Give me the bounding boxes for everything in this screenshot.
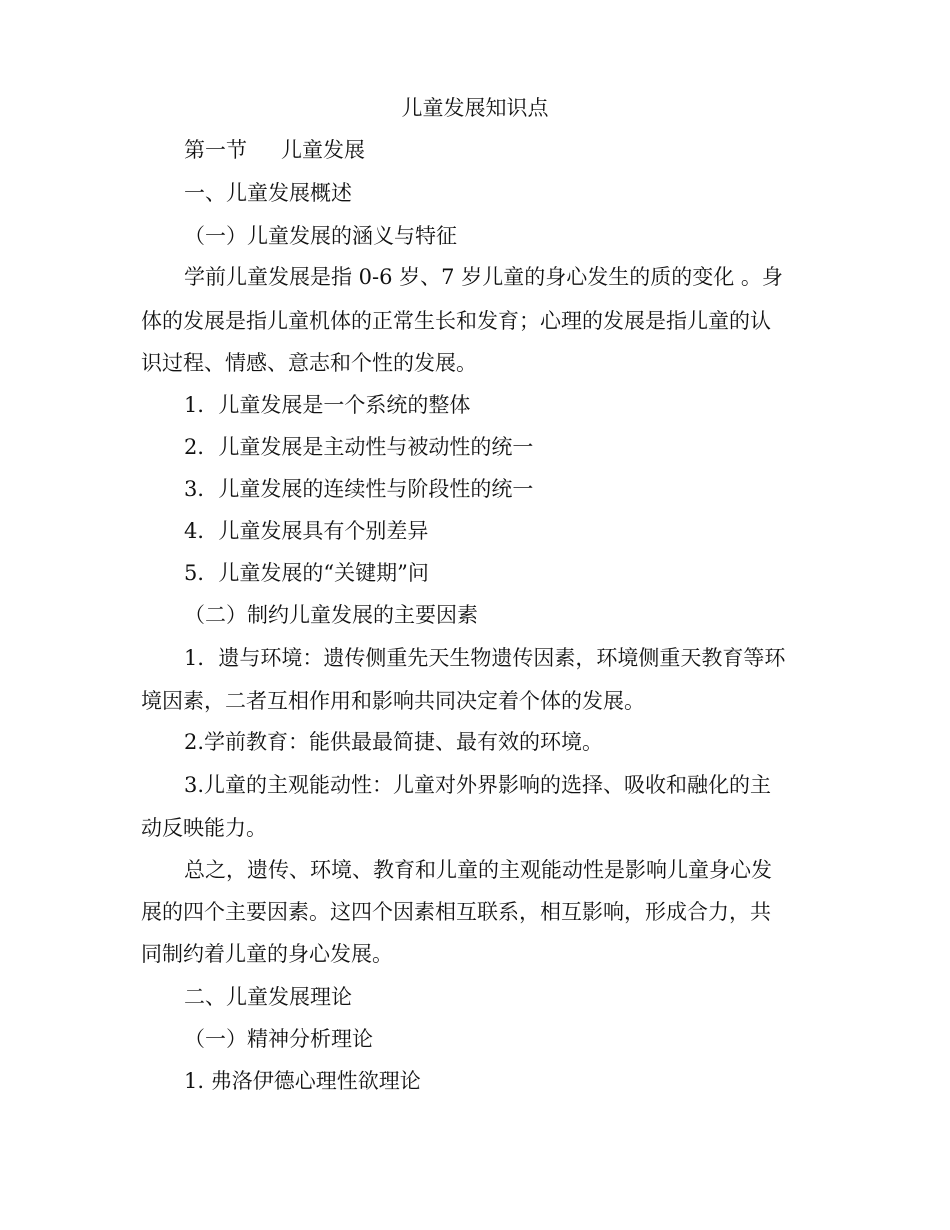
definition-line-1: 学前儿童发展是指 0-6 岁、7 岁儿童的身心发生的质的变化 。身 [184, 265, 783, 289]
subheading-psychoanalysis: （一）精神分析理论 [184, 1027, 373, 1051]
section-label: 第一节 [184, 138, 247, 162]
definition-line-3: 识过程、情感、意志和个性的发展。 [141, 351, 477, 375]
summary-line-3: 同制约着儿童的身心发展。 [141, 942, 393, 966]
feature-item-2: 2．儿童发展是主动性与被动性的统一 [184, 435, 534, 459]
freud-theory-item: 1. 弗洛伊德心理性欲理论 [184, 1069, 421, 1093]
subheading-factors: （二）制约儿童发展的主要因素 [184, 603, 478, 627]
heading-theory: 二、儿童发展理论 [184, 985, 352, 1009]
subheading-meaning: （一）儿童发展的涵义与特征 [184, 224, 457, 248]
definition-line-2: 体的发展是指儿童机体的正常生长和发育；心理的发展是指儿童的认 [141, 309, 771, 333]
feature-item-5: 5．儿童发展的“关键期”问 [184, 561, 429, 585]
heading-overview: 一、儿童发展概述 [184, 181, 352, 205]
factor-3-line-1: 3.儿童的主观能动性：儿童对外界影响的选择、吸收和融化的主 [184, 773, 772, 797]
document-title: 儿童发展知识点 [401, 96, 549, 120]
feature-item-4: 4．儿童发展具有个别差异 [184, 519, 429, 543]
section-title: 儿童发展 [281, 138, 365, 162]
factor-2: 2.学前教育：能供最最简捷、最有效的环境。 [184, 730, 604, 754]
feature-item-3: 3．儿童发展的连续性与阶段性的统一 [184, 477, 534, 501]
section-heading [184, 137, 365, 163]
summary-line-1: 总之，遗传、环境、教育和儿童的主观能动性是影响儿童身心发 [184, 858, 772, 882]
factor-3-line-2: 动反映能力。 [141, 816, 267, 840]
feature-item-1: 1．儿童发展是一个系统的整体 [184, 393, 471, 417]
summary-line-2: 展的四个主要因素。这四个因素相互联系，相互影响，形成合力，共 [141, 900, 771, 924]
factor-1-line-2: 境因素，二者互相作用和影响共同决定着个体的发展。 [141, 689, 645, 713]
factor-1-line-1: 1．遗与环境：遗传侧重先天生物遗传因素，环境侧重天教育等环 [184, 646, 786, 670]
